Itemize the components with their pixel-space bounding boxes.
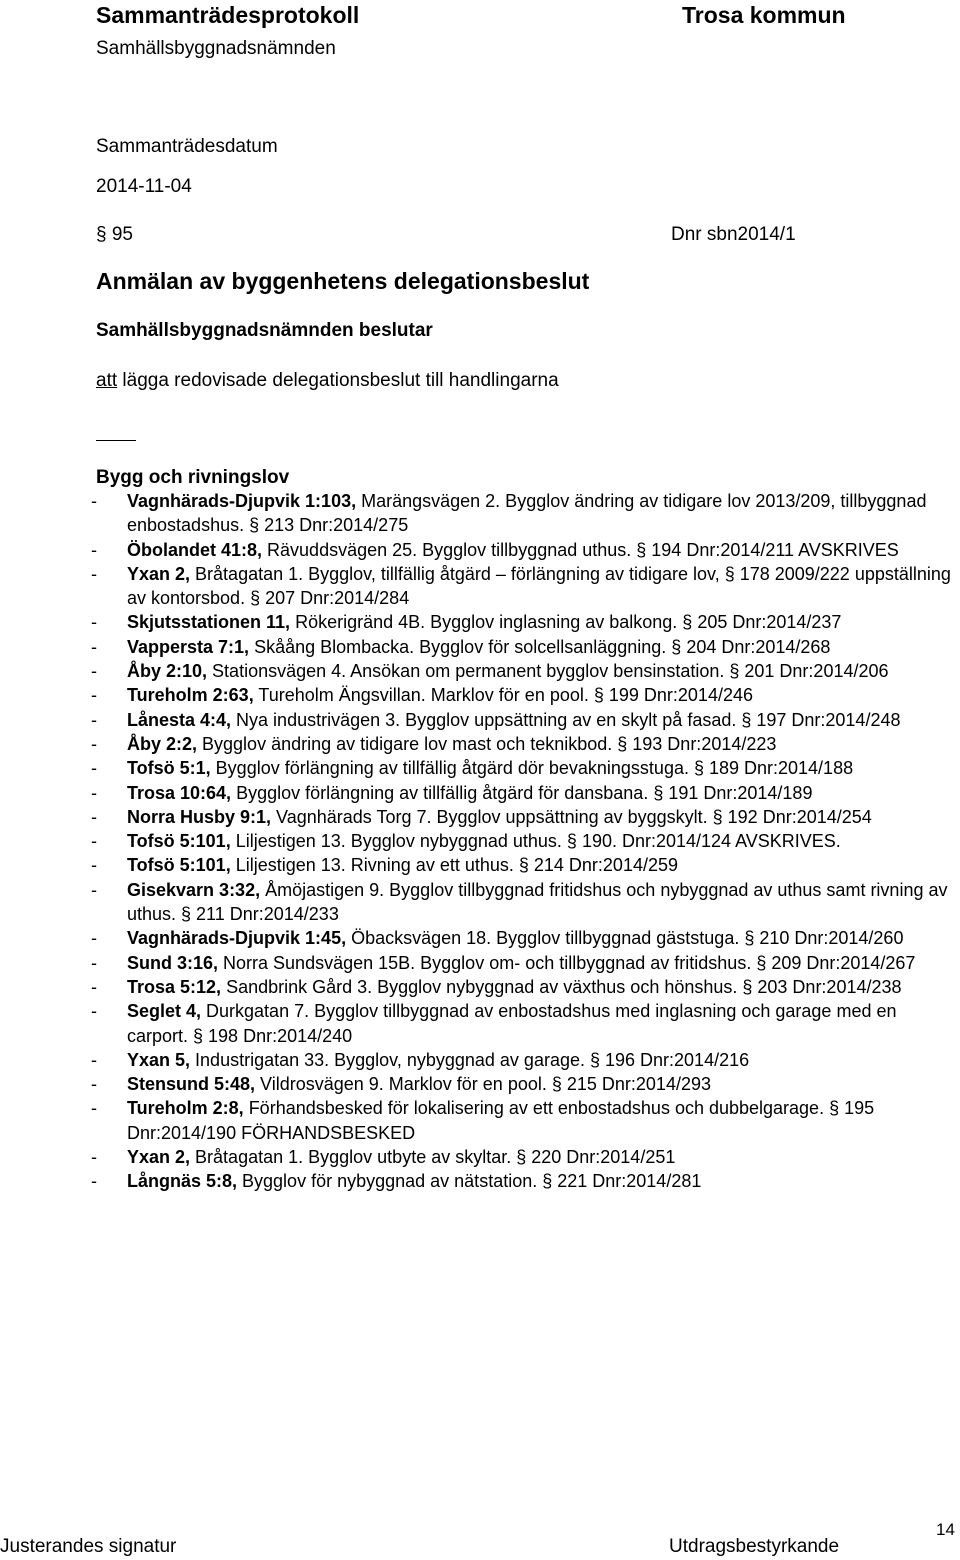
list-bullet: - bbox=[91, 491, 97, 511]
list-item bbox=[91, 999, 956, 1048]
list-item bbox=[91, 708, 956, 732]
list-item-text bbox=[127, 708, 956, 732]
list-bullet: - bbox=[91, 1049, 97, 1070]
decision-heading: Samhällsbyggnadsnämnden beslutar bbox=[96, 320, 433, 341]
property-designation: Yxan 2, bbox=[127, 1147, 191, 1168]
decision-att: att bbox=[96, 370, 118, 391]
list-item bbox=[91, 538, 956, 562]
list-bullet: - bbox=[91, 709, 97, 730]
property-designation: Lånesta 4:4, bbox=[127, 709, 232, 730]
list-bullet: - bbox=[91, 1171, 97, 1192]
list-bullet: - bbox=[91, 733, 97, 754]
list-bullet: - bbox=[91, 636, 97, 657]
list-bullet: - bbox=[91, 879, 97, 900]
list-bullet: - bbox=[91, 831, 97, 852]
decision-description: Bråtagatan 1. Bygglov, tillfällig åtgärd – förlängning av tidigare lov, § 178 2009/222 uppställning av kontorsbod. § 207 Dnr:2014/284 bbox=[127, 563, 951, 609]
decision-description: Durkgatan 7. Bygglov tillbyggnad av enbostadshus med inglasning och garage med en carport. § 198 Dnr:2014/240 bbox=[127, 1001, 897, 1046]
list-item-text bbox=[127, 781, 956, 805]
list-item bbox=[91, 1096, 956, 1145]
list-item-text bbox=[127, 489, 956, 538]
decision-description: Marängsvägen 2. Bygglov ändring av tidigare lov 2013/209, tillbyggnad enbostadshus. § 213 Dnr:2014/275 bbox=[127, 491, 927, 536]
property-designation: Skjutsstationen 11, bbox=[127, 612, 291, 633]
decision-description: Industrigatan 33. Bygglov, nybyggnad av garage. § 196 Dnr:2014/216 bbox=[190, 1049, 750, 1070]
list-item bbox=[91, 1072, 956, 1096]
decision-description: Liljestigen 13. Bygglov nybyggnad uthus. § 190. Dnr:2014/124 AVSKRIVES. bbox=[230, 831, 841, 852]
list-item-text bbox=[127, 756, 956, 780]
decision-description: Norra Sundsvägen 15B. Bygglov om- och tillbyggnad av fritidshus. § 209 Dnr:2014/267 bbox=[218, 952, 916, 973]
list-item-text bbox=[127, 878, 956, 927]
property-designation: Öbolandet 41:8, bbox=[127, 539, 263, 560]
property-designation: Vagnhärads-Djupvik 1:103, bbox=[127, 491, 357, 511]
extract-certification-label: Utdragsbestyrkande bbox=[669, 1536, 840, 1557]
property-designation: Trosa 5:12, bbox=[127, 976, 222, 997]
decision-list bbox=[91, 489, 956, 1194]
list-item-text bbox=[127, 610, 956, 634]
property-designation: Vappersta 7:1, bbox=[127, 636, 250, 657]
list-item-text bbox=[127, 1169, 956, 1193]
list-bullet: - bbox=[91, 928, 97, 949]
decision-body: lägga redovisade delegationsbeslut till handlingarna bbox=[117, 370, 559, 391]
decision-description: Vildrosvägen 9. Marklov för en pool. § 215 Dnr:2014/293 bbox=[255, 1074, 711, 1095]
decision-description: Bygglov förlängning av tillfällig åtgärd dör bevakningsstuga. § 189 Dnr:2014/188 bbox=[210, 758, 854, 779]
decision-description: Rävuddsvägen 25. Bygglov tillbyggnad uthus. § 194 Dnr:2014/211 AVSKRIVES bbox=[262, 539, 899, 560]
page-number: 14 bbox=[936, 1520, 955, 1539]
list-bullet: - bbox=[91, 563, 97, 584]
list-item bbox=[91, 926, 956, 950]
list-item bbox=[91, 975, 956, 999]
list-item bbox=[91, 659, 956, 683]
list-bullet: - bbox=[91, 952, 97, 973]
list-item bbox=[91, 829, 956, 853]
list-item-text bbox=[127, 1072, 956, 1096]
section-heading: Bygg och rivningslov bbox=[96, 467, 290, 488]
property-designation: Tofsö 5:101, bbox=[127, 855, 231, 876]
list-bullet: - bbox=[91, 758, 97, 779]
property-designation: Sund 3:16, bbox=[127, 952, 219, 973]
committee-name: Samhällsbyggnadsnämnden bbox=[96, 38, 336, 59]
list-bullet: - bbox=[91, 1074, 97, 1095]
list-item-text bbox=[127, 1096, 956, 1145]
property-designation: Yxan 5, bbox=[127, 1049, 191, 1070]
property-designation: Långnäs 5:8, bbox=[127, 1171, 238, 1192]
list-item bbox=[91, 805, 956, 829]
list-item-text bbox=[127, 926, 956, 950]
list-item-text bbox=[127, 683, 956, 707]
decision-description: Stationsvägen 4. Ansökan om permanent bygglov bensinstation. § 201 Dnr:2014/206 bbox=[207, 661, 889, 682]
list-bullet: - bbox=[91, 855, 97, 876]
decision-text bbox=[96, 370, 559, 392]
decision-description: Skåång Blombacka. Bygglov för solcellsanläggning. § 204 Dnr:2014/268 bbox=[249, 636, 831, 657]
paragraph-number: § 95 bbox=[96, 224, 133, 245]
list-bullet: - bbox=[91, 685, 97, 706]
decision-description: Rökerigränd 4B. Bygglov inglasning av balkong. § 205 Dnr:2014/237 bbox=[290, 612, 842, 633]
list-item bbox=[91, 683, 956, 707]
property-designation: Gisekvarn 3:32, bbox=[127, 879, 261, 900]
list-item bbox=[91, 562, 956, 611]
list-item bbox=[91, 878, 956, 927]
decision-description: Bygglov ändring av tidigare lov mast och teknikbod. § 193 Dnr:2014/223 bbox=[197, 733, 777, 754]
property-designation: Norra Husby 9:1, bbox=[127, 806, 272, 827]
decision-description: Bygglov förlängning av tillfällig åtgärd för dansbana. § 191 Dnr:2014/189 bbox=[231, 782, 813, 803]
property-designation: Åby 2:10, bbox=[127, 661, 208, 682]
decision-description: Liljestigen 13. Rivning av ett uthus. § 214 Dnr:2014/259 bbox=[230, 855, 678, 876]
property-designation: Tureholm 2:63, bbox=[127, 685, 254, 706]
list-item bbox=[91, 1048, 956, 1072]
list-item-text bbox=[127, 999, 956, 1048]
decision-description: Sandbrink Gård 3. Bygglov nybyggnad av växthus och hönshus. § 203 Dnr:2014/238 bbox=[221, 976, 902, 997]
document-title: Sammanträdesprotokoll bbox=[96, 2, 360, 28]
list-item bbox=[91, 853, 956, 877]
list-bullet: - bbox=[91, 1098, 97, 1119]
list-item-text bbox=[127, 1145, 956, 1169]
list-bullet: - bbox=[91, 976, 97, 997]
list-item-text bbox=[127, 538, 956, 562]
separator-line bbox=[96, 440, 136, 441]
list-item bbox=[91, 951, 956, 975]
list-item-text bbox=[127, 659, 956, 683]
property-designation: Trosa 10:64, bbox=[127, 782, 232, 803]
decision-description: Bygglov för nybyggnad av nätstation. § 221 Dnr:2014/281 bbox=[237, 1171, 702, 1192]
decision-description: Åmöjastigen 9. Bygglov tillbyggnad fritidshus och nybyggnad av uthus samt rivning av uthus. § 211 Dnr:2014/233 bbox=[127, 879, 948, 925]
list-item bbox=[91, 489, 956, 538]
property-designation: Seglet 4, bbox=[127, 1001, 202, 1022]
municipality-name: Trosa kommun bbox=[682, 2, 846, 28]
property-designation: Stensund 5:48, bbox=[127, 1074, 256, 1095]
list-item bbox=[91, 610, 956, 634]
property-designation: Yxan 2, bbox=[127, 563, 191, 584]
list-item bbox=[91, 1145, 956, 1169]
meeting-date-label: Sammanträdesdatum bbox=[96, 136, 278, 157]
list-bullet: - bbox=[91, 1147, 97, 1168]
decision-description: Öbacksvägen 18. Bygglov tillbyggnad gäststuga. § 210 Dnr:2014/260 bbox=[346, 928, 904, 949]
list-item bbox=[91, 1169, 956, 1193]
signature-label: Justerandes signatur bbox=[0, 1536, 177, 1557]
property-designation: Åby 2:2, bbox=[127, 733, 198, 754]
list-item-text bbox=[127, 975, 956, 999]
decision-description: Tureholm Ängsvillan. Marklov för en pool. § 199 Dnr:2014/246 bbox=[253, 685, 753, 706]
list-item bbox=[91, 781, 956, 805]
property-designation: Tofsö 5:101, bbox=[127, 831, 231, 852]
list-item-text bbox=[127, 951, 956, 975]
list-item-text bbox=[127, 732, 956, 756]
list-item-text bbox=[127, 1048, 956, 1072]
case-dnr: Dnr sbn2014/1 bbox=[671, 224, 796, 245]
list-item bbox=[91, 635, 956, 659]
decision-description: Förhandsbesked för lokalisering av ett enbostadshus och dubbelgarage. § 195 Dnr:2014/190 FÖRHANDSBESKED bbox=[127, 1098, 875, 1143]
property-designation: Vagnhärads-Djupvik 1:45, bbox=[127, 928, 347, 949]
list-item-text bbox=[127, 805, 956, 829]
list-bullet: - bbox=[91, 612, 97, 633]
property-designation: Tofsö 5:1, bbox=[127, 758, 211, 779]
list-item-text bbox=[127, 635, 956, 659]
property-designation: Tureholm 2:8, bbox=[127, 1098, 244, 1119]
list-item-text bbox=[127, 562, 956, 611]
decision-description: Bråtagatan 1. Bygglov utbyte av skyltar. § 220 Dnr:2014/251 bbox=[190, 1147, 676, 1168]
list-bullet: - bbox=[91, 661, 97, 682]
case-title: Anmälan av byggenhetens delegationsbeslut bbox=[96, 268, 590, 294]
list-item-text bbox=[127, 853, 956, 877]
list-bullet: - bbox=[91, 539, 97, 560]
meeting-date: 2014-11-04 bbox=[96, 176, 192, 197]
decision-description: Vagnhärads Torg 7. Bygglov uppsättning av byggskylt. § 192 Dnr:2014/254 bbox=[271, 806, 872, 827]
list-item-text bbox=[127, 829, 956, 853]
list-item bbox=[91, 732, 956, 756]
list-item bbox=[91, 756, 956, 780]
decision-description: Nya industrivägen 3. Bygglov uppsättning av en skylt på fasad. § 197 Dnr:2014/248 bbox=[231, 709, 901, 730]
list-bullet: - bbox=[91, 1001, 97, 1022]
list-bullet: - bbox=[91, 806, 97, 827]
list-bullet: - bbox=[91, 782, 97, 803]
